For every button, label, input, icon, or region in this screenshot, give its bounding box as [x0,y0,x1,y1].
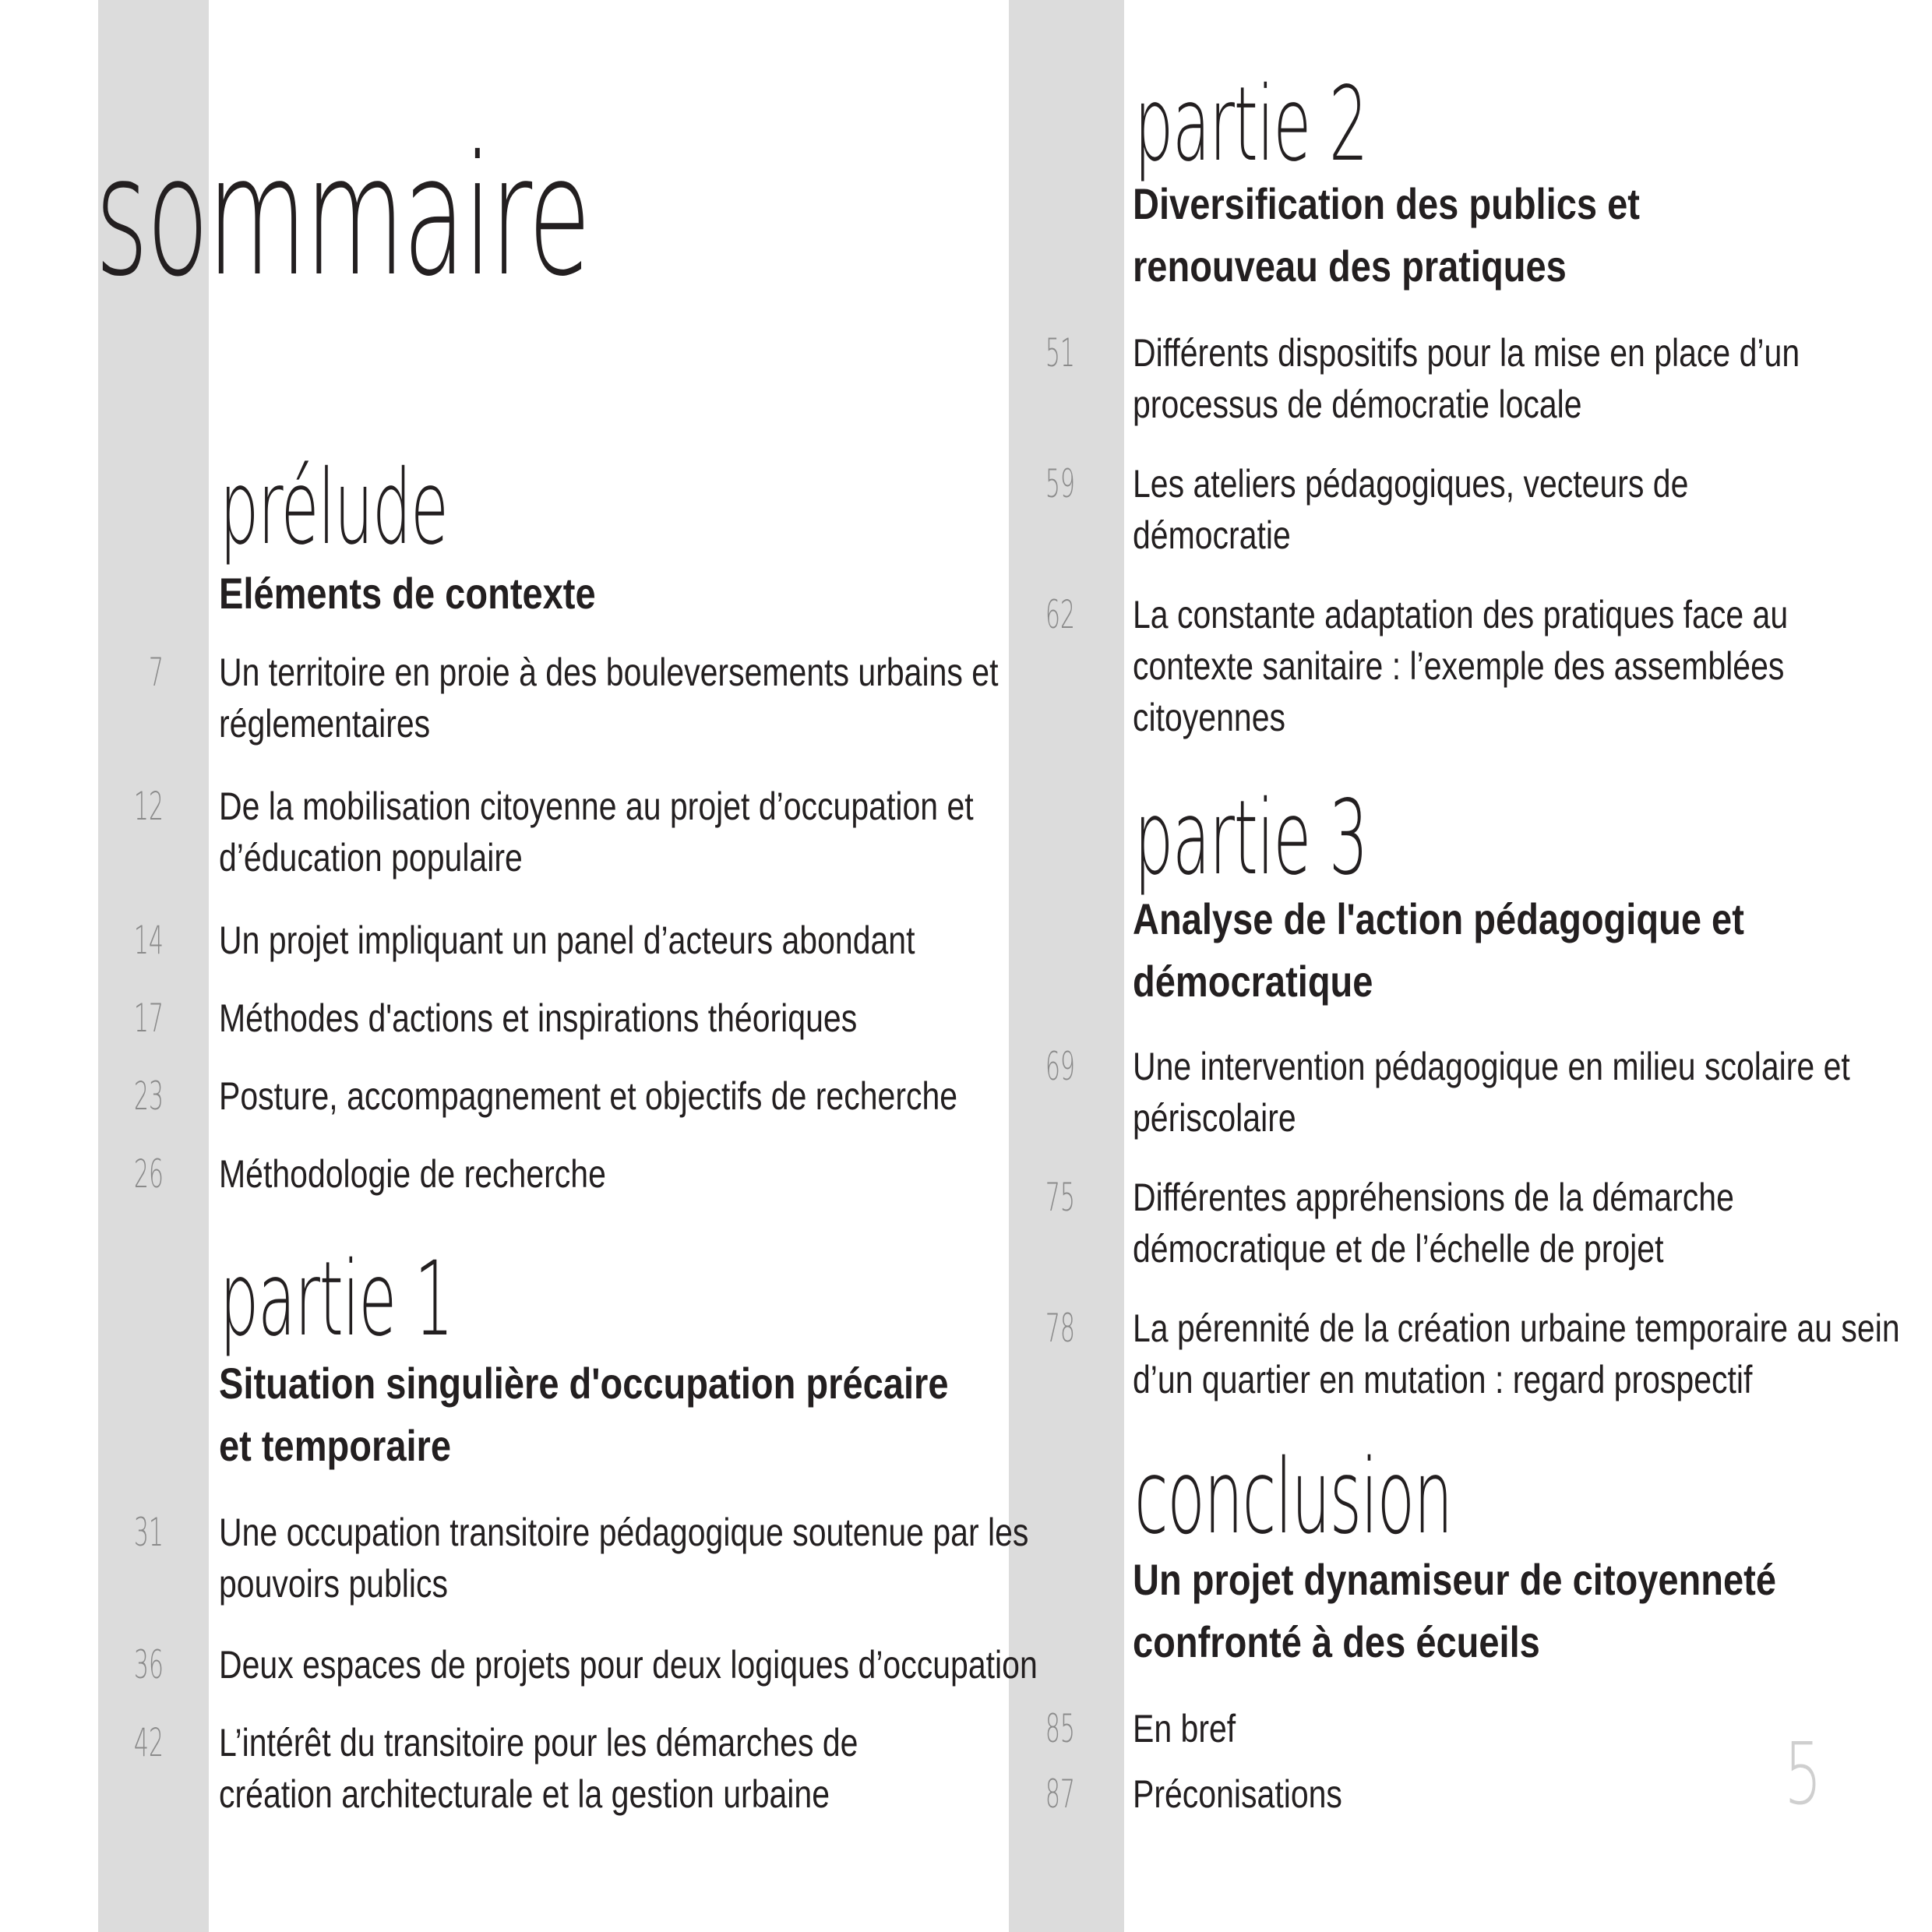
entry-page-number: 62 [1045,592,1075,637]
section-heading-partie-2: Diversification des publics et [1133,179,1640,228]
section-label-partie-3: partie 3 [1134,778,1368,898]
entry-title-line: De la mobilisation citoyenne au projet d’occupation et [219,784,974,828]
entry-title-line: périscolaire [1133,1096,1296,1140]
section-heading-partie-1: Situation singulière d'occupation précaire [219,1359,949,1408]
entry-page-number: 12 [133,784,164,829]
entry-title-line: réglementaires [219,702,431,746]
entry-title-line: La pérennité de la création urbaine temporaire au sein [1133,1306,1900,1350]
entry-title-line: création architecturale et la gestion urbaine [219,1772,830,1816]
section-label-conclusion: conclusion [1134,1437,1452,1557]
entry-title-line: Différents dispositifs pour la mise en place d’un [1133,331,1800,375]
page-number: 5 [1784,1724,1822,1824]
entry-title-line: Méthodologie de recherche [219,1152,606,1196]
entry-title-line: Une intervention pédagogique en milieu scolaire et [1133,1045,1850,1088]
section-label-partie-1: partie 1 [220,1239,453,1359]
entry-page-number: 7 [148,650,164,695]
entry-title-line: La constante adaptation des pratiques face au [1133,593,1789,636]
section-heading-prelude: Eléments de contexte [219,569,596,618]
entry-title-line: Deux espaces de projets pour deux logiques d’occupation [219,1643,1038,1687]
entry-title-line: L’intérêt du transitoire pour les démarches de [219,1721,858,1765]
section-heading-partie-2: renouveau des pratiques [1133,242,1567,291]
section-heading-partie-3: démocratique [1133,957,1373,1006]
entry-title-line: Une occupation transitoire pédagogique soutenue par les [219,1511,1029,1554]
entry-title-line: d’éducation populaire [219,836,523,880]
entry-title-line: Différentes appréhensions de la démarche [1133,1176,1734,1219]
entry-title-line: En bref [1133,1707,1236,1750]
entry-title-line: Un projet impliquant un panel d’acteurs abondant [219,918,915,962]
entry-page-number: 51 [1045,330,1075,375]
entry-title-line: Un territoire en proie à des bouleversements urbains et [219,650,999,694]
section-label-partie-2: partie 2 [1134,65,1368,185]
section-label-prelude: prélude [220,448,448,568]
entry-page-number: 87 [1045,1772,1075,1817]
entry-title-line: démocratie [1133,513,1291,557]
entry-title-line: contexte sanitaire : l’exemple des assemblées [1133,644,1785,688]
entry-title-line: Préconisations [1133,1772,1342,1816]
entry-title-line: d’un quartier en mutation : regard prospectif [1133,1358,1753,1401]
entry-title-line: pouvoirs publics [219,1562,448,1606]
entry-page-number: 42 [133,1720,164,1765]
section-heading-conclusion: confronté à des écueils [1133,1617,1540,1666]
section-heading-partie-1: et temporaire [219,1421,452,1470]
section-heading-partie-3: Analyse de l'action pédagogique et [1133,894,1744,943]
entry-title-line: Posture, accompagnement et objectifs de recherche [219,1074,958,1118]
entry-title-line: Les ateliers pédagogiques, vecteurs de [1133,462,1689,506]
entry-page-number: 75 [1045,1175,1075,1220]
entry-page-number: 23 [133,1074,164,1119]
page-title: sommaire [95,120,590,312]
entry-title-line: Méthodes d'actions et inspirations théoriques [219,996,858,1040]
entry-title-line: processus de démocratie locale [1133,383,1582,426]
entry-page-number: 36 [133,1642,164,1687]
entry-page-number: 31 [133,1510,164,1555]
entry-title-line: démocratique et de l’échelle de projet [1133,1227,1664,1271]
entry-page-number: 14 [133,918,164,963]
entry-page-number: 78 [1045,1306,1075,1351]
section-heading-conclusion: Un projet dynamiseur de citoyenneté [1133,1555,1777,1604]
entry-title-line: citoyennes [1133,696,1286,739]
entry-page-number: 69 [1045,1044,1075,1089]
entry-page-number: 59 [1045,461,1075,506]
entry-page-number: 17 [133,996,164,1041]
entry-page-number: 26 [133,1151,164,1197]
entry-page-number: 85 [1045,1706,1075,1751]
